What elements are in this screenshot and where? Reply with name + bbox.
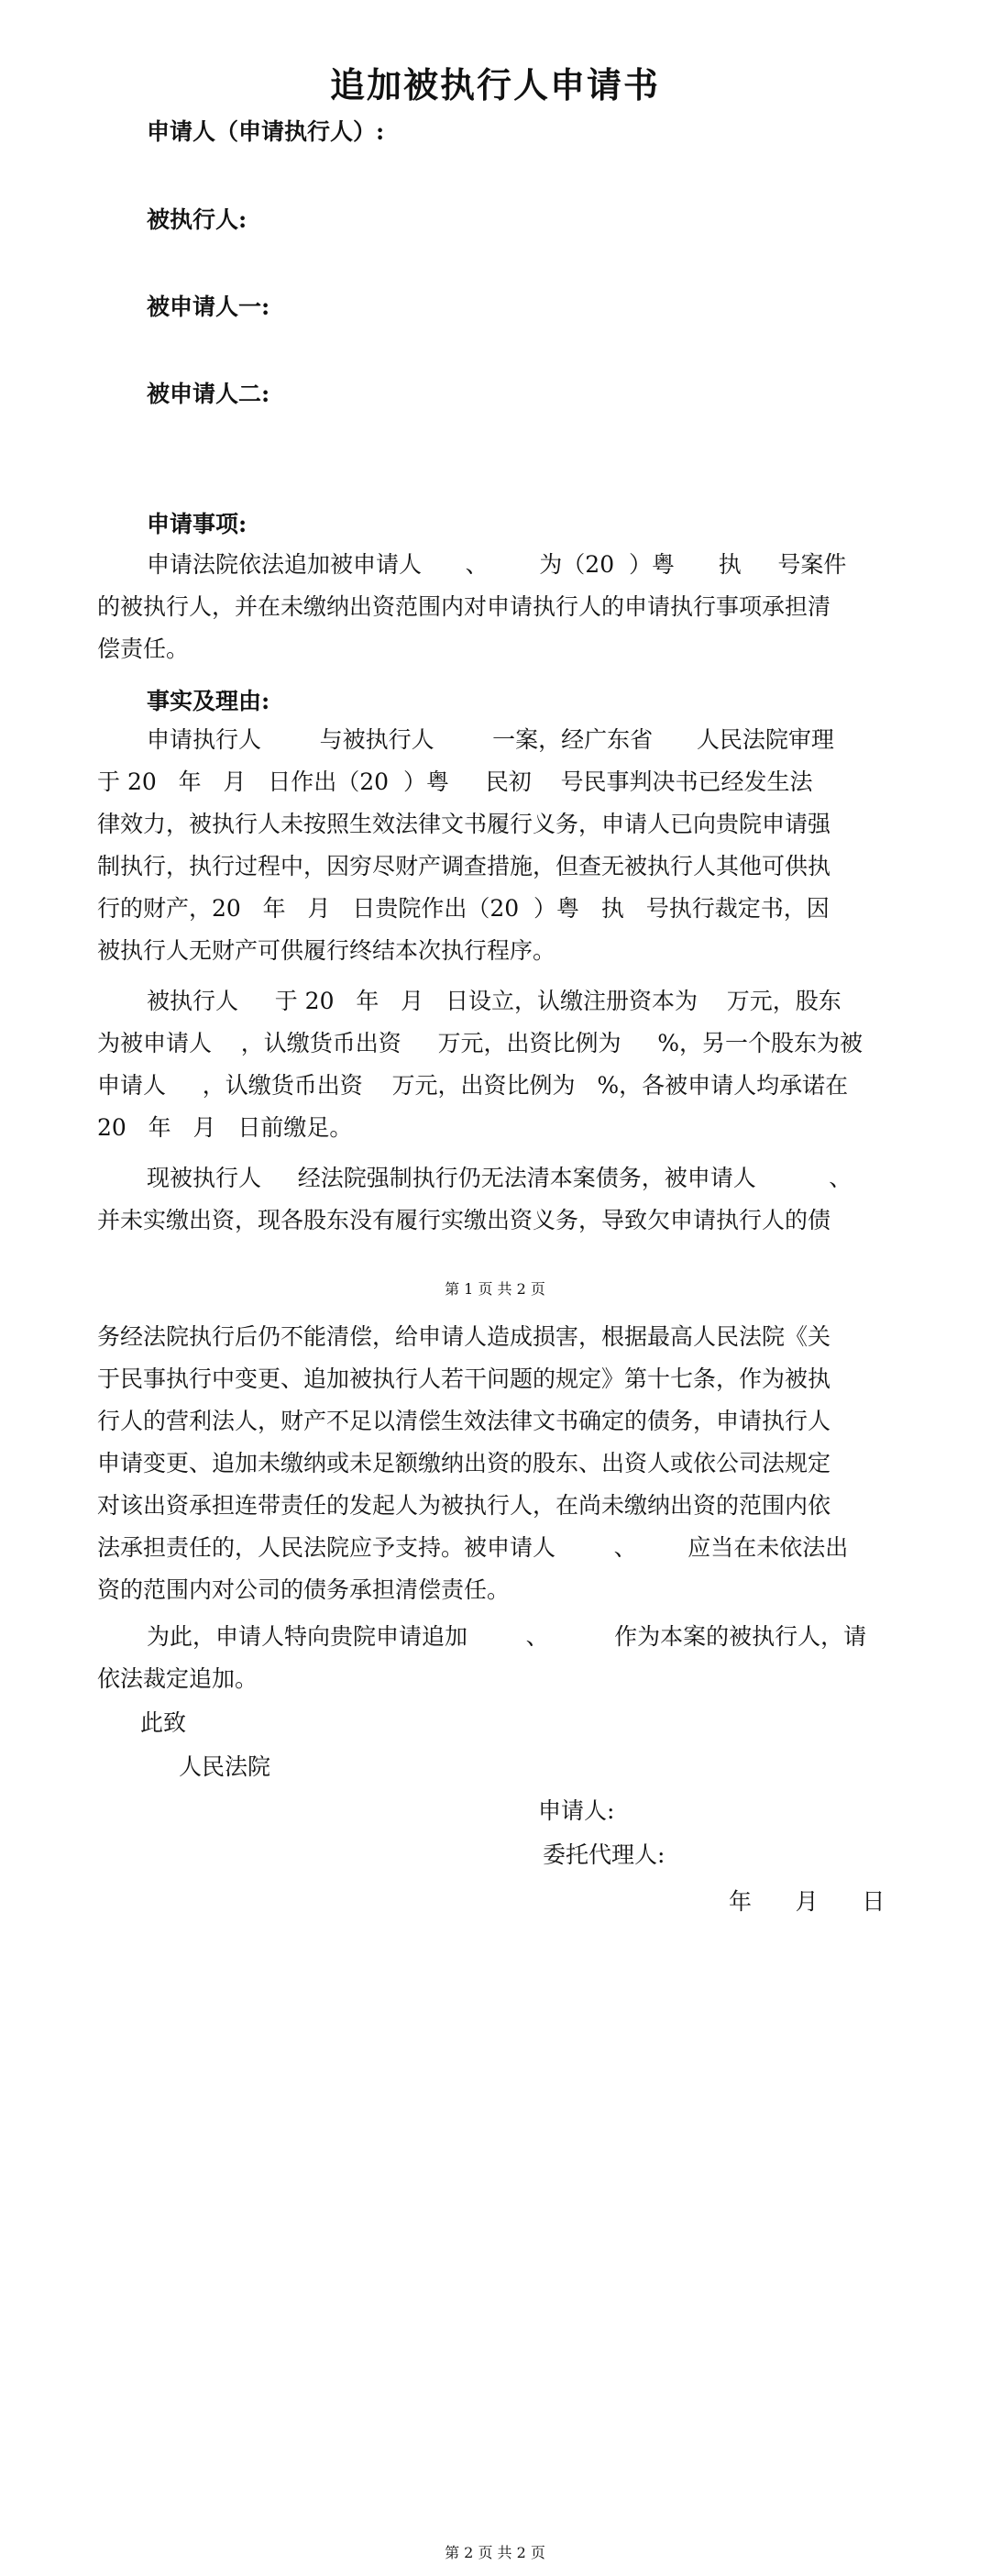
court-name: 人民法院 <box>179 1753 271 1780</box>
facts-line: 被执行人无财产可供履行终结本次执行程序。 <box>97 937 556 964</box>
page-footer: 第 2 页 共 2 页 <box>445 2544 545 2561</box>
page2-line: 行人的营利法人，财产不足以清偿生效法律文书确定的债务，申请执行人 <box>97 1408 831 1434</box>
page2-line: 对该出资承担连带责任的发起人为被执行人，在尚未缴纳出资的范围内依 <box>97 1492 831 1519</box>
closing-text: 此致 <box>140 1709 187 1736</box>
document-title: 追加被执行人申请书 <box>329 64 660 105</box>
requests-line: 偿责任。 <box>97 636 190 662</box>
page2-line: 资的范围内对公司的债务承担清偿责任。 <box>97 1576 511 1603</box>
facts-line: 现被执行人 经法院强制执行仍无法清本案债务，被申请人 、 <box>147 1165 852 1191</box>
facts-line: 20 年 月 日前缴足。 <box>97 1114 353 1141</box>
signature-agent: 委托代理人: <box>543 1841 666 1868</box>
requests-line: 的被执行人，并在未缴纳出资范围内对申请执行人的申请执行事项承担清 <box>97 593 831 620</box>
page-footer: 第 1 页 共 2 页 <box>445 1280 545 1298</box>
facts-line: 于 20 年 月 日作出（20 ）粤 民初 号民事判决书已经发生法 <box>97 768 813 795</box>
facts-line: 申请执行人 与被执行人 一案，经广东省 人民法院审理 <box>147 726 834 753</box>
respondent-two-label: 被申请人二: <box>147 381 270 407</box>
facts-line: 并未实缴出资，现各股东没有履行实缴出资义务，导致欠申请执行人的债 <box>97 1207 831 1233</box>
signature-date: 年 月 日 <box>729 1888 886 1915</box>
facts-line: 律效力，被执行人未按照生效法律文书履行义务，申请人已向贵院申请强 <box>97 811 831 837</box>
executed-party-label: 被执行人: <box>147 206 248 233</box>
page2-line: 于民事执行中变更、追加被执行人若干问题的规定》第十七条，作为被执 <box>97 1365 831 1392</box>
facts-line: 被执行人 于 20 年 月 日设立，认缴注册资本为 万元，股东 <box>147 988 842 1014</box>
requests-line: 申请法院依法追加被申请人 、 为（20 ）粤 执 号案件 <box>147 551 847 578</box>
facts-heading: 事实及理由: <box>147 688 270 714</box>
facts-line: 制执行，执行过程中，因穷尽财产调查措施，但查无被执行人其他可供执 <box>97 853 831 879</box>
facts-line: 申请人 ，认缴货币出资 万元，出资比例为 %，各被申请人均承诺在 <box>97 1072 849 1099</box>
applicant-label: 申请人（申请执行人）: <box>147 118 385 145</box>
page2-line: 依法裁定追加。 <box>97 1665 258 1692</box>
signature-applicant: 申请人: <box>538 1797 615 1824</box>
facts-line: 行的财产，20 年 月 日贵院作出（20 ）粤 执 号执行裁定书，因 <box>97 895 830 922</box>
page2-line: 法承担责任的，人民法院应予支持。被申请人 、 应当在未依法出 <box>97 1534 849 1561</box>
page2-line: 务经法院执行后仍不能清偿，给申请人造成损害，根据最高人民法院《关 <box>97 1323 831 1350</box>
respondent-one-label: 被申请人一: <box>147 293 270 320</box>
page2-line: 申请变更、追加未缴纳或未足额缴纳出资的股东、出资人或依公司法规定 <box>97 1450 831 1476</box>
requests-heading: 申请事项: <box>147 511 248 537</box>
page2-line: 为此，申请人特向贵院申请追加 、 作为本案的被执行人，请 <box>147 1623 867 1650</box>
facts-line: 为被申请人 ，认缴货币出资 万元，出资比例为 %，另一个股东为被 <box>97 1030 864 1056</box>
